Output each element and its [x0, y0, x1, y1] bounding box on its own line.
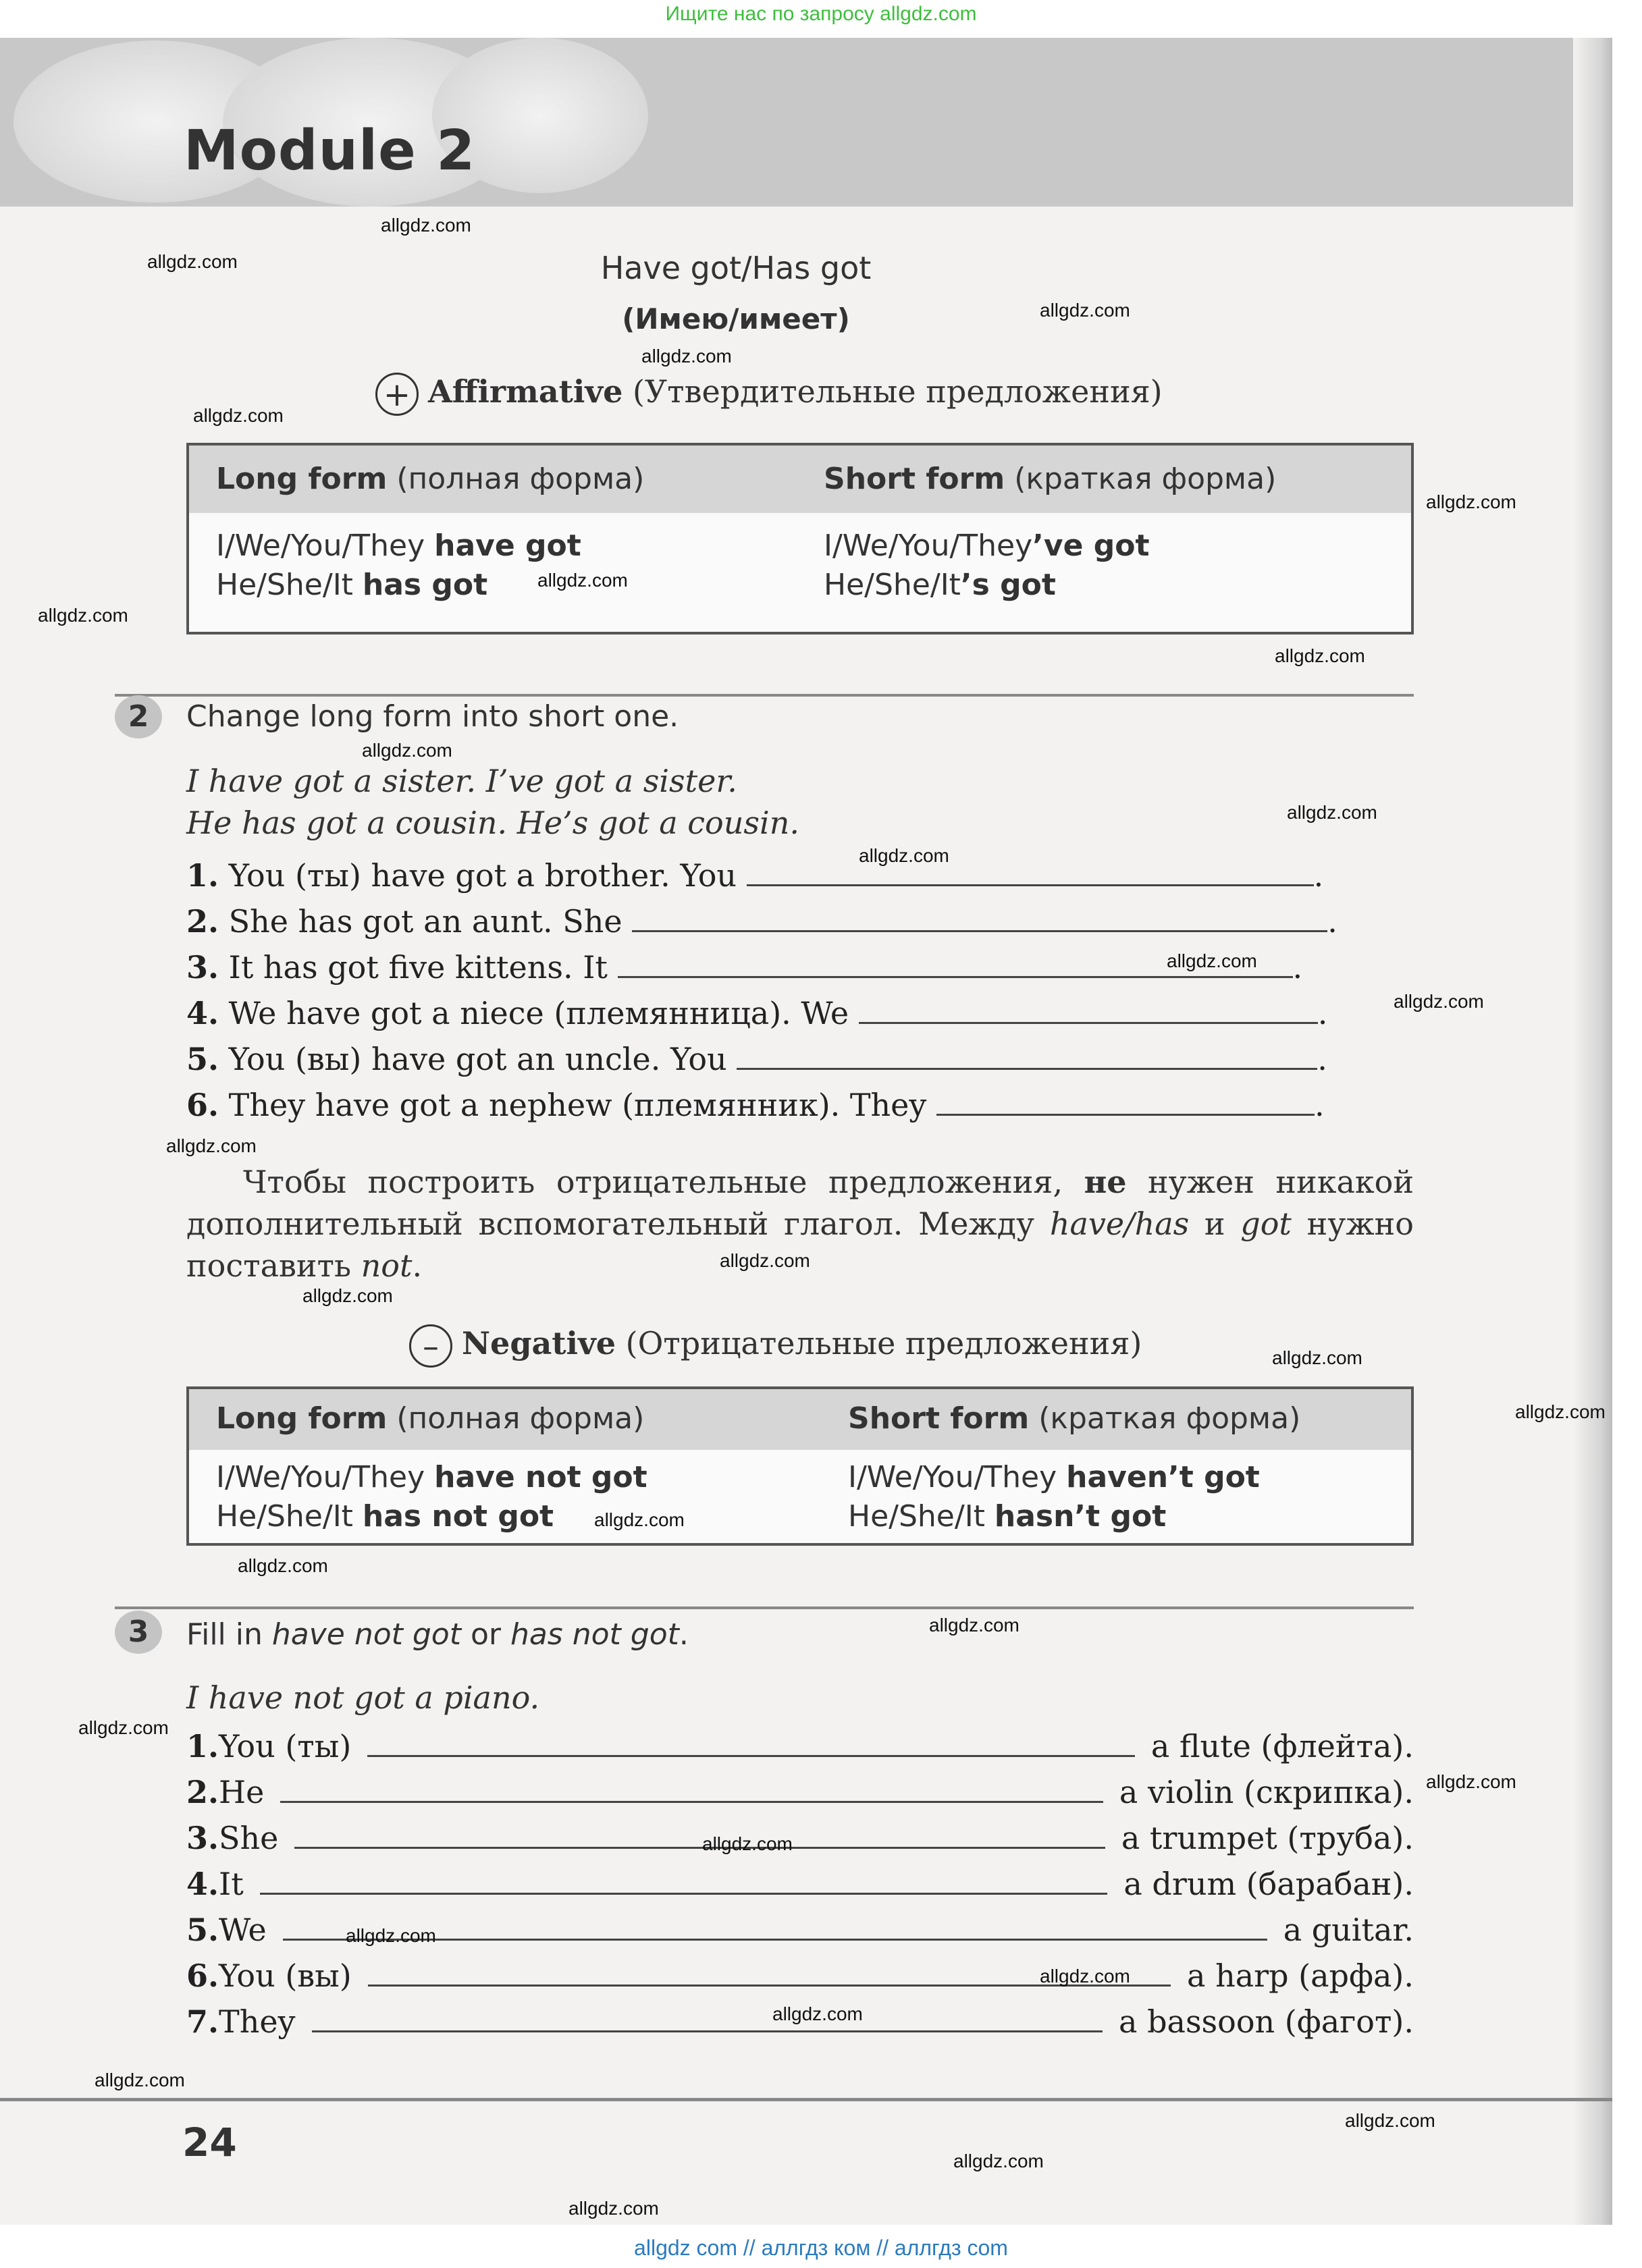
exercise-2-example: He has got a cousin. He’s got a cousin.: [186, 805, 799, 841]
exercise-3-item: 4. It a drum (барабан).: [186, 1866, 1414, 1902]
answer-blank[interactable]: [936, 1087, 1315, 1116]
exercise-2-item: 3. It has got five kittens. It .: [186, 949, 1303, 986]
short-form-header: Short form (краткая форма): [824, 462, 1277, 496]
watermark-text: allgdz.com: [362, 740, 452, 761]
answer-blank[interactable]: [260, 1866, 1108, 1895]
page-binding-shadow: [1573, 38, 1612, 2225]
negative-label-ru: (Отрицательные предложения): [616, 1325, 1142, 1361]
watermark-text: allgdz.com: [238, 1555, 328, 1576]
watermark-text: allgdz.com: [1272, 1347, 1362, 1368]
watermark-text: allgdz.com: [1345, 2110, 1435, 2131]
short-form-header: Short form (краткая форма): [848, 1401, 1301, 1436]
watermark-text: allgdz.com: [953, 2151, 1044, 2171]
long-form-header: Long form (полная форма): [216, 462, 645, 496]
affirmative-label: Affirmative: [428, 373, 623, 410]
watermark-text: allgdz.com: [859, 845, 949, 866]
exercise-2-number: 2: [115, 695, 162, 738]
watermark-text: allgdz.com: [594, 1509, 685, 1530]
answer-blank[interactable]: [632, 903, 1327, 932]
module-title: Module 2: [184, 119, 476, 183]
footer-rule: [0, 2098, 1612, 2101]
watermark-text: allgdz.com: [1040, 1966, 1130, 1987]
affirmative-label-ru: (Утвердительные предложения): [623, 373, 1163, 410]
watermark-text: allgdz.com: [1287, 802, 1377, 823]
watermark-text: allgdz.com: [381, 215, 471, 236]
watermark-text: allgdz.com: [1040, 300, 1130, 321]
grammar-subtitle: (Имею/имеет): [622, 302, 850, 335]
answer-blank[interactable]: [737, 1041, 1317, 1070]
watermark-text: allgdz.com: [346, 1925, 436, 1946]
section-divider: [115, 1606, 1414, 1609]
watermark-text: allgdz.com: [929, 1615, 1019, 1636]
grammar-title: Have got/Has got: [600, 250, 872, 286]
watermark-text: allgdz.com: [702, 1833, 793, 1854]
page-number: 24: [182, 2120, 237, 2165]
exercise-2-instruction: Change long form into short one.: [186, 699, 679, 734]
exercise-3-item: 5. We a guitar.: [186, 1912, 1414, 1948]
watermark-text: allgdz.com: [1515, 1401, 1606, 1422]
long-form-cell: I/We/You/They have not got He/She/It has not got: [216, 1460, 647, 1534]
watermark-text: allgdz.com: [568, 2198, 659, 2219]
watermark-text: allgdz.com: [1275, 645, 1365, 666]
exercise-2-item: 5. You (вы) have got an uncle. You .: [186, 1041, 1327, 1077]
watermark-text: allgdz.com: [147, 251, 238, 272]
watermark-text: allgdz.com: [95, 2070, 185, 2090]
negative-table-header: [189, 1389, 1411, 1450]
minus-icon: –: [409, 1324, 452, 1368]
watermark-text: allgdz.com: [1426, 1771, 1516, 1792]
watermark-text: allgdz.com: [772, 2003, 863, 2024]
short-form-cell: I/We/You/They haven’t got He/She/It hasn’t got: [848, 1460, 1260, 1534]
exercise-3-item: 7. They a bassoon (фагот).: [186, 2003, 1414, 2040]
exercise-3-item: 1. You (ты) a flute (флейта).: [186, 1728, 1414, 1764]
exercise-3-item: 3. She a trumpet (труба).: [186, 1820, 1414, 1856]
negative-table: [186, 1386, 1414, 1546]
grammar-note: Чтобы построить отрицательные предложения, не нужен никакой дополнительный вспомогательный глагол. Между have/has и got нужно поставить not.: [186, 1164, 1414, 1284]
exercise-3-number: 3: [115, 1611, 162, 1654]
answer-blank[interactable]: [747, 857, 1314, 886]
watermark-text: allgdz.com: [641, 346, 732, 367]
plus-icon: +: [375, 373, 419, 416]
negative-heading: [409, 1324, 1142, 1368]
exercise-2-example: I have got a sister. I’ve got a sister.: [186, 763, 737, 799]
watermark-text: allgdz.com: [1167, 950, 1257, 971]
answer-blank[interactable]: [367, 1728, 1135, 1757]
watermark-text: allgdz.com: [1394, 991, 1484, 1012]
watermark-text: allgdz.com: [302, 1285, 393, 1306]
watermark-text: allgdz.com: [1426, 491, 1516, 512]
exercise-2-item: 2. She has got an aunt. She .: [186, 903, 1338, 940]
long-form-cell: I/We/You/They have got He/She/It has got: [216, 529, 581, 602]
short-form-cell: I/We/You/They’ve got He/She/It’s got: [824, 529, 1150, 602]
long-form-header: Long form (полная форма): [216, 1401, 645, 1436]
watermark-text: allgdz.com: [38, 605, 128, 626]
affirmative-table-header: [189, 446, 1411, 513]
watermark-text: allgdz.com: [78, 1717, 169, 1738]
exercise-2-item: 1. You (ты) have got a brother. You .: [186, 857, 1324, 894]
bottom-banner-text: allgdz com // аллгдз ком // аллгдз com: [634, 2236, 1008, 2260]
affirmative-heading: [375, 373, 1163, 416]
watermark-text: allgdz.com: [193, 405, 284, 426]
affirmative-table: [186, 443, 1414, 634]
watermark-text: allgdz.com: [720, 1250, 810, 1271]
answer-blank[interactable]: [312, 2003, 1103, 2032]
watermark-text: allgdz.com: [537, 570, 628, 591]
exercise-3-item: 6. You (вы) a harp (арфа).: [186, 1958, 1414, 1994]
exercise-3-example: I have not got a piano.: [186, 1679, 540, 1716]
negative-label: Negative: [462, 1325, 616, 1361]
top-banner-text: Ищите нас по запросу allgdz.com: [665, 3, 977, 25]
exercise-2-item: 6. They have got a nephew (племянник). They .: [186, 1087, 1325, 1123]
exercise-3-instruction: Fill in have not got or has not got.: [186, 1617, 689, 1652]
section-divider: [115, 694, 1414, 697]
answer-blank[interactable]: [294, 1820, 1105, 1849]
exercise-3-item: 2. He a violin (скрипка).: [186, 1774, 1414, 1810]
answer-blank[interactable]: [859, 995, 1318, 1024]
exercise-2-item: 4. We have got a niece (племянница). We .: [186, 995, 1328, 1031]
watermark-text: allgdz.com: [166, 1135, 257, 1156]
answer-blank[interactable]: [280, 1774, 1103, 1803]
